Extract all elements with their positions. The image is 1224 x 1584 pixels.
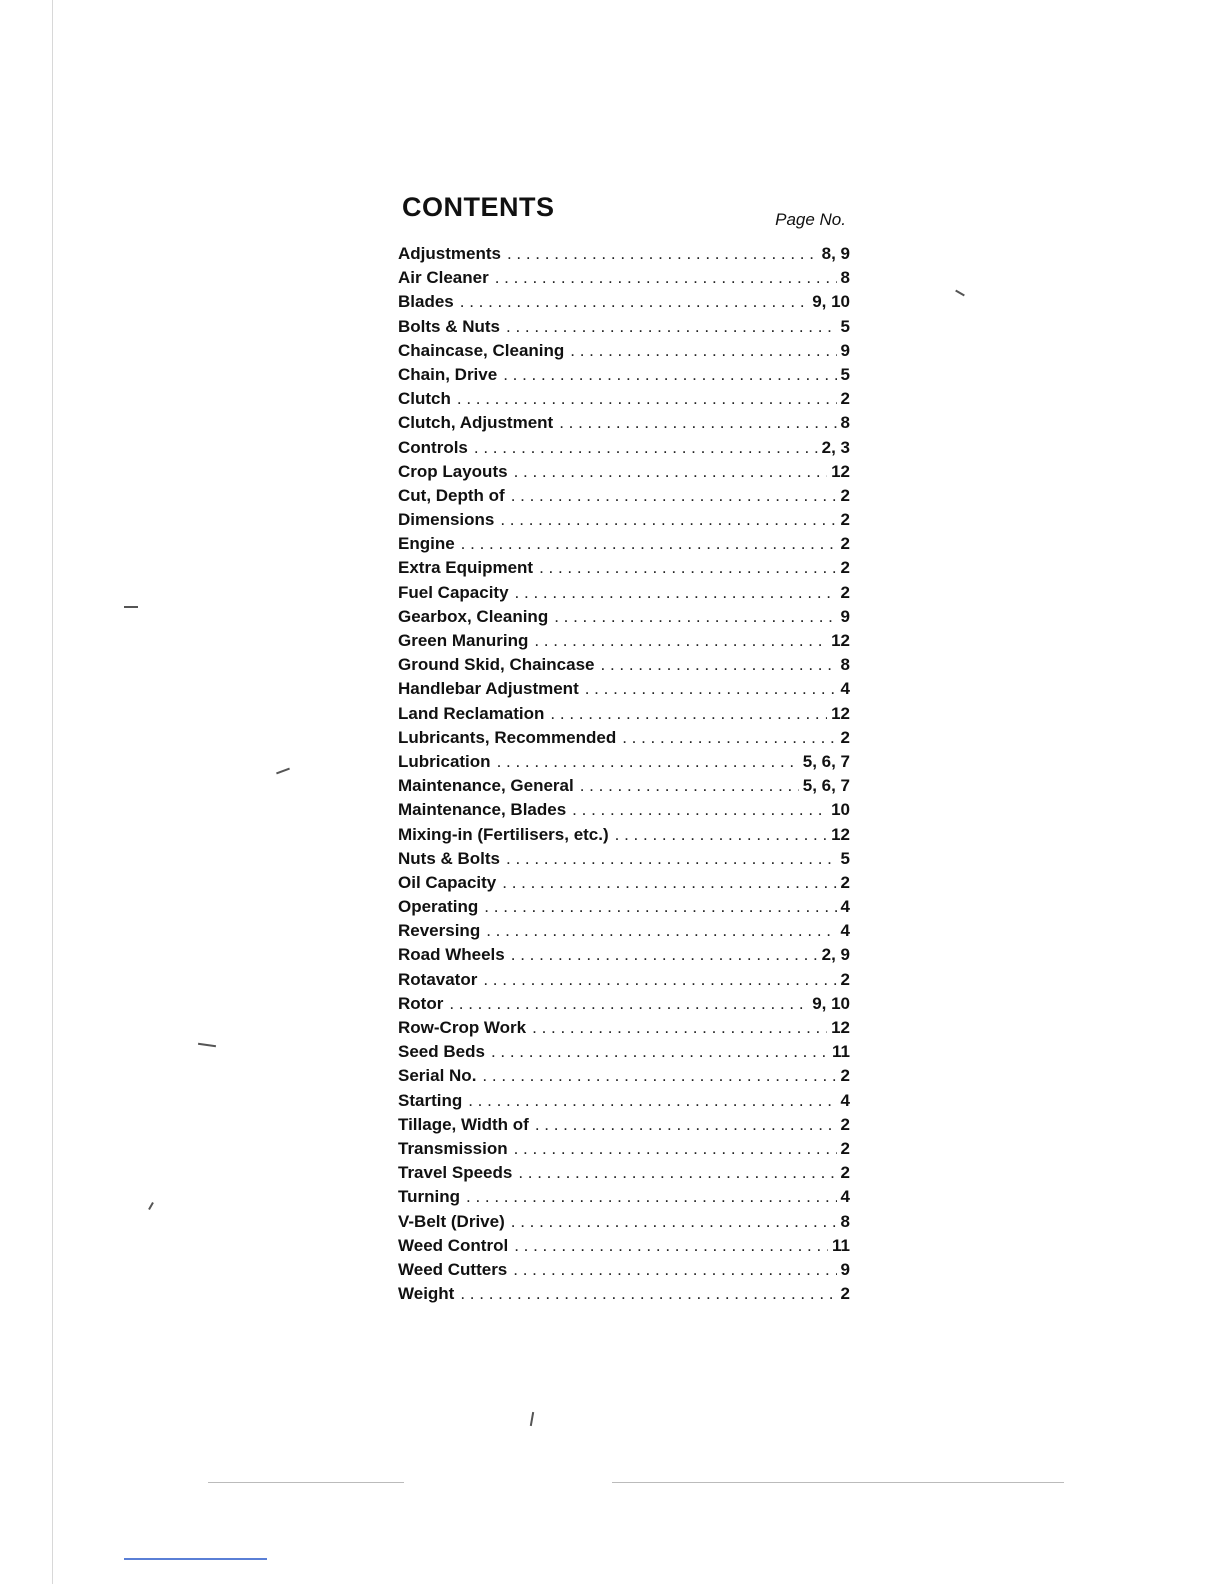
contents-entry [398, 462, 850, 486]
dot-leader [502, 873, 836, 893]
entry-page-number: 2 [840, 1163, 850, 1183]
entry-page-number: 12 [831, 1018, 850, 1037]
entry-title: Rotor [398, 993, 444, 1013]
entry-page-number: 2 [840, 534, 850, 554]
dot-leader [511, 486, 837, 506]
entry-page-number: 5, 6, 7 [802, 776, 850, 796]
entry-page-number: 11 [832, 1235, 850, 1255]
entry-title: Chain, Drive [398, 364, 498, 384]
scan-speck [124, 606, 138, 608]
entry-title: Turning [398, 1187, 460, 1207]
dot-leader [457, 389, 837, 409]
entry-title: Gearbox, Cleaning [398, 606, 549, 626]
dot-leader [514, 1139, 837, 1159]
dot-leader [535, 1115, 837, 1135]
entry-title: Lubrication [398, 751, 491, 771]
entry-page-number: 9, 10 [812, 292, 850, 312]
entry-page-number: 2 [840, 389, 850, 409]
entry-page-number: 4 [840, 897, 850, 917]
contents-entry [398, 317, 850, 341]
dot-leader [468, 1091, 836, 1111]
contents-entry [398, 897, 850, 921]
entry-page-number: 8 [840, 413, 850, 433]
entry-title: Lubricants, Recommended [398, 727, 617, 747]
entry-title: Weed Control [398, 1235, 509, 1255]
scan-speck [198, 1043, 216, 1047]
entry-title: Reversing [398, 921, 481, 941]
contents-entry [398, 752, 850, 776]
entry-page-number: 2 [840, 1138, 850, 1158]
dot-leader [539, 558, 836, 578]
dot-leader [497, 752, 799, 772]
entry-title: Controls [398, 437, 468, 457]
entry-title: Blades [398, 292, 454, 312]
contents-entry [398, 413, 850, 437]
entry-page-number: 2 [840, 1066, 850, 1086]
entry-page-number: 9 [840, 340, 850, 360]
entry-title: Tillage, Width of [398, 1114, 529, 1134]
entry-page-number: 11 [832, 1042, 850, 1062]
dot-leader [461, 534, 837, 554]
dot-leader [514, 462, 828, 482]
entry-page-number: 9, 10 [812, 993, 850, 1013]
contents-entry [398, 1066, 850, 1090]
contents-entry [398, 534, 850, 558]
entry-title: Nuts & Bolts [398, 848, 500, 868]
contents-entry [398, 1042, 850, 1066]
entry-page-number: 4 [840, 1090, 850, 1110]
entry-page-number: 12 [831, 631, 850, 650]
contents-entry [398, 945, 850, 969]
contents-entry [398, 1212, 850, 1236]
dot-leader [622, 728, 836, 748]
contents-entry [398, 873, 850, 897]
entry-page-number: 5 [840, 316, 850, 336]
entry-title: Weed Cutters [398, 1259, 508, 1279]
scan-edge-line [52, 0, 53, 1584]
entry-page-number: 5 [840, 848, 850, 868]
dot-leader [506, 849, 837, 869]
dot-leader [486, 921, 836, 941]
dot-leader [506, 317, 837, 337]
entry-title: Crop Layouts [398, 461, 508, 481]
contents-entry [398, 994, 850, 1018]
entry-title: Chaincase, Cleaning [398, 340, 565, 360]
dot-leader [500, 510, 836, 530]
dot-leader [514, 1236, 828, 1256]
scan-speck [276, 768, 290, 775]
contents-entry [398, 1115, 850, 1139]
entry-page-number: 2 [840, 727, 850, 747]
entry-page-number: 9 [840, 606, 850, 626]
entry-page-number: 10 [831, 800, 850, 820]
dot-leader [466, 1187, 837, 1207]
entry-page-number: 2 [840, 510, 850, 530]
contents-entry [398, 438, 850, 462]
entry-title: Mixing-in (Fertilisers, etc.) [398, 824, 609, 844]
entry-page-number: 8 [840, 655, 850, 675]
entry-page-number: 2 [840, 558, 850, 578]
contents-entry [398, 341, 850, 365]
dot-leader [482, 1066, 836, 1086]
contents-entry [398, 655, 850, 679]
bottom-rule [208, 1482, 404, 1483]
bottom-rule [860, 1482, 1064, 1483]
contents-entry [398, 704, 850, 728]
entry-title: Oil Capacity [398, 872, 497, 892]
contents-entry [398, 389, 850, 413]
contents-entry [398, 776, 850, 800]
contents-entry [398, 631, 850, 655]
contents-entry [398, 607, 850, 631]
entry-page-number: 2, 3 [821, 437, 850, 457]
entry-page-number: 12 [831, 824, 850, 844]
contents-entry [398, 679, 850, 703]
entry-title: V-Belt (Drive) [398, 1211, 505, 1231]
dot-leader [483, 970, 836, 990]
entry-page-number: 4 [840, 1187, 850, 1207]
dot-leader [484, 897, 836, 917]
entry-title: Rotavator [398, 969, 478, 989]
entry-page-number: 2 [840, 1114, 850, 1134]
contents-header [398, 192, 850, 244]
contents-section [398, 192, 850, 1308]
dot-leader [511, 945, 818, 965]
entry-title: Transmission [398, 1138, 508, 1158]
dot-leader [532, 1018, 827, 1038]
contents-entry [398, 1236, 850, 1260]
contents-entry [398, 558, 850, 582]
contents-entry [398, 1284, 850, 1308]
contents-entry [398, 970, 850, 994]
dot-leader [449, 994, 808, 1014]
dot-leader [570, 341, 836, 361]
dot-leader [460, 292, 808, 312]
dot-leader [513, 1260, 836, 1280]
entry-title: Maintenance, Blades [398, 800, 567, 820]
contents-entry [398, 849, 850, 873]
entry-page-number: 5, 6, 7 [802, 751, 850, 771]
dot-leader [503, 365, 836, 385]
entry-title: Weight [398, 1284, 455, 1304]
entry-page-number: 4 [840, 679, 850, 699]
entry-title: Fuel Capacity [398, 582, 509, 602]
dot-leader [534, 631, 827, 651]
entry-title: Land Reclamation [398, 703, 545, 723]
dot-leader [515, 583, 837, 603]
entry-title: Road Wheels [398, 945, 505, 965]
contents-entry [398, 292, 850, 316]
scan-speck [148, 1202, 154, 1210]
contents-entry [398, 583, 850, 607]
dot-leader [507, 244, 818, 264]
contents-entry [398, 1139, 850, 1163]
entry-title: Dimensions [398, 510, 495, 530]
contents-entry [398, 1260, 850, 1284]
entry-title: Bolts & Nuts [398, 316, 500, 336]
contents-entry [398, 510, 850, 534]
dot-leader [495, 268, 837, 288]
dot-leader [474, 438, 818, 458]
entry-title: Clutch [398, 389, 451, 409]
contents-entry [398, 365, 850, 389]
entry-page-number: 2 [840, 872, 850, 892]
entry-page-number: 12 [831, 461, 850, 481]
entry-title: Starting [398, 1090, 463, 1110]
contents-entry [398, 800, 850, 824]
dot-leader [550, 704, 827, 724]
entry-title: Ground Skid, Chaincase [398, 655, 595, 675]
scan-speck [530, 1412, 534, 1426]
contents-list [398, 244, 850, 1308]
entry-page-number: 8 [840, 268, 850, 288]
entry-title: Serial No. [398, 1066, 477, 1086]
dot-leader [511, 1212, 837, 1232]
entry-title: Cut, Depth of [398, 485, 505, 505]
contents-entry [398, 921, 850, 945]
blue-rule [124, 1558, 267, 1560]
entry-title: Operating [398, 897, 479, 917]
page-no-column-label: Page No. [775, 210, 846, 229]
dot-leader [518, 1163, 836, 1183]
contents-entry [398, 1187, 850, 1211]
entry-title: Travel Speeds [398, 1163, 513, 1183]
dot-leader [580, 776, 799, 796]
contents-entry [398, 486, 850, 510]
entry-page-number: 2 [840, 582, 850, 602]
entry-title: Green Manuring [398, 631, 529, 650]
entry-title: Extra Equipment [398, 558, 534, 578]
entry-page-number: 9 [840, 1259, 850, 1279]
entry-page-number: 2 [840, 1284, 850, 1304]
page-title: CONTENTS [402, 192, 555, 222]
dot-leader [572, 800, 827, 820]
contents-entry [398, 244, 850, 268]
dot-leader [554, 607, 836, 627]
entry-title: Air Cleaner [398, 268, 489, 288]
entry-page-number: 4 [840, 921, 850, 941]
entry-page-number: 2, 9 [821, 945, 850, 965]
entry-title: Handlebar Adjustment [398, 679, 579, 699]
dot-leader [491, 1042, 828, 1062]
entry-page-number: 2 [840, 969, 850, 989]
contents-entry [398, 1163, 850, 1187]
entry-title: Maintenance, General [398, 776, 574, 796]
dot-leader [585, 679, 837, 699]
entry-page-number: 8, 9 [821, 244, 850, 263]
entry-page-number: 12 [831, 703, 850, 723]
entry-title: Seed Beds [398, 1042, 485, 1062]
contents-entry [398, 1091, 850, 1115]
entry-title: Adjustments [398, 244, 501, 263]
entry-page-number: 5 [840, 364, 850, 384]
entry-title: Row-Crop Work [398, 1018, 527, 1037]
bottom-rule [612, 1482, 860, 1483]
entry-title: Clutch, Adjustment [398, 413, 554, 433]
contents-entry [398, 728, 850, 752]
dot-leader [615, 825, 827, 845]
scan-speck [955, 290, 965, 297]
entry-title: Engine [398, 534, 455, 554]
dot-leader [460, 1284, 836, 1304]
contents-entry [398, 268, 850, 292]
entry-page-number: 2 [840, 485, 850, 505]
contents-entry [398, 825, 850, 849]
entry-page-number: 8 [840, 1211, 850, 1231]
dot-leader [559, 413, 836, 433]
dot-leader [601, 655, 837, 675]
contents-entry [398, 1018, 850, 1042]
